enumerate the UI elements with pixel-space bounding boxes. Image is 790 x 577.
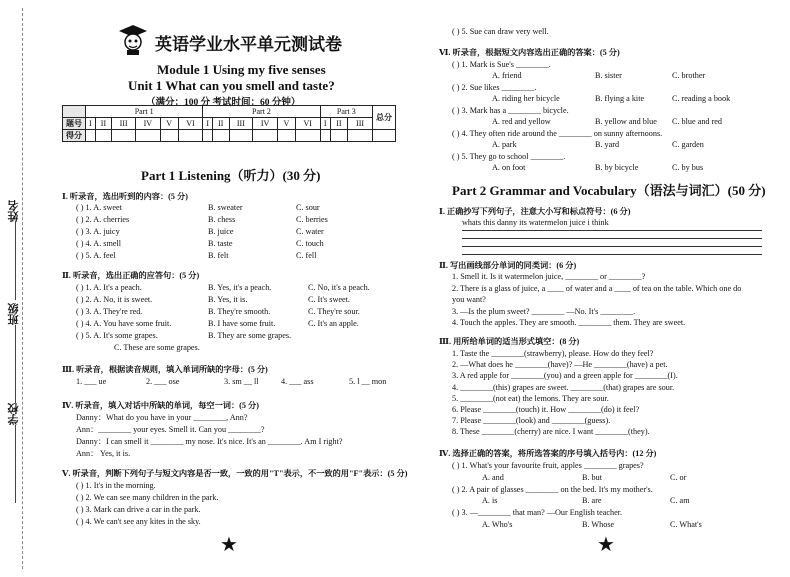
score-row-number-label: 题号 <box>63 118 86 130</box>
score-col: VI <box>178 118 203 130</box>
dialogue-line: Danny：What do you have in your ________, Ann? <box>76 413 248 422</box>
score-cell[interactable] <box>160 130 178 142</box>
grammar-section-4-heading: Ⅳ. 选择正确的答案，将所选答案的序号填入括号内：(12 分) <box>439 449 657 458</box>
score-col: II <box>330 118 347 130</box>
unit-title: Unit 1 What can you smell and taste? <box>128 78 335 93</box>
score-row-label: 得分 <box>63 130 86 142</box>
score-cell[interactable] <box>212 130 229 142</box>
question-stem: ( ) 1. Mark is Sue's ________. <box>452 60 551 69</box>
score-col: I <box>203 118 213 130</box>
score-part3-header: Part 3 <box>320 106 372 118</box>
score-col: VI <box>295 118 320 130</box>
list-item: 8. These ________(cherry) are nice. I want ________(they). <box>452 427 650 437</box>
list-item: ( ) 5. Sue can draw very well. <box>452 27 549 36</box>
writing-line[interactable] <box>462 230 762 231</box>
page-title: 英语学业水平单元测试卷 <box>155 35 342 54</box>
list-item: 3. A red apple for ________(you) and a green apple for ________(I). <box>452 371 678 381</box>
score-cell[interactable] <box>253 130 278 142</box>
score-cell[interactable] <box>86 130 96 142</box>
score-cell[interactable] <box>348 130 373 142</box>
school-label: 学校 <box>8 403 20 425</box>
score-cell[interactable] <box>178 130 203 142</box>
list-item: 4. ________(this) grapes are sweet. ________(that) grapes are sour. <box>452 382 675 392</box>
list-item: 1. ___ ue <box>76 377 107 386</box>
score-total-header: 总分 <box>373 106 396 130</box>
section-5-list <box>76 481 218 529</box>
section-3-items <box>76 377 396 389</box>
score-cell[interactable] <box>135 130 160 142</box>
binding-margin <box>22 8 23 569</box>
grammar-section-3-lines <box>452 349 678 439</box>
score-table <box>62 105 396 142</box>
score-cell[interactable] <box>320 130 330 142</box>
question-options: A. red and yellow B. yellow and blue C. blue and red <box>492 117 723 126</box>
list-item: 5. ________(not eat) the lemons. They are sour. <box>452 393 609 403</box>
class-field[interactable] <box>6 325 16 403</box>
section-2-heading: Ⅱ. 听录音，选出正确的应答句：(5 分) <box>62 271 200 280</box>
grammar-section-3-heading: Ⅲ. 用所给单词的适当形式填空：(8 分) <box>439 337 580 346</box>
mascot-icon <box>118 24 148 56</box>
list-item: 4. ___ ass <box>281 377 314 386</box>
left-star-icon: ★ <box>220 534 238 556</box>
score-col: I <box>86 118 96 130</box>
writing-line[interactable] <box>462 246 762 247</box>
question-stem: ( ) 1. What's your favourite fruit, apples ________ grapes? <box>452 461 644 470</box>
part1-title: Part 1 Listening（听力）(30 分) <box>141 168 321 183</box>
question-stem: ( ) 2. A pair of glasses ________ on the bed. It's my mother's. <box>452 484 653 494</box>
score-cell[interactable] <box>95 130 112 142</box>
score-cell[interactable] <box>373 130 396 142</box>
question-stem: ( ) 3. Mark has a ________ bicycle. <box>452 106 569 115</box>
question-options: A. friend B. sister C. brother <box>492 71 706 80</box>
score-col: III <box>229 118 253 130</box>
question-options: A. on foot B. by bicycle C. by bus <box>492 163 704 172</box>
list-item: 4. Touch the apples. They are smooth. ________ them. They are sweet. <box>452 318 686 327</box>
list-item: you want? <box>452 295 486 304</box>
question-options: A. and B. but C. or <box>482 472 687 482</box>
question-stem: ( ) 4. They often ride around the ________ on sunny afternoons. <box>452 129 663 138</box>
score-cell[interactable] <box>278 130 296 142</box>
list-item: 6. Please ________(touch) it. How ________(do) it feel? <box>452 404 640 414</box>
score-cell[interactable] <box>295 130 320 142</box>
section-5-heading: Ⅴ. 听录音，判断下列句子与短文内容是否一致，一致的用"T"表示，不一致的用"F"表示：(5 分) <box>62 469 408 478</box>
list-item: ( ) 1. It's in the morning. <box>76 481 156 490</box>
list-item: 1. Smell it. Is it watermelon juice, ________ or ________? <box>452 272 646 281</box>
grammar-section-2-lines <box>452 272 741 330</box>
score-col: IV <box>135 118 160 130</box>
question-options: A. Who's B. Whose C. What's <box>482 519 702 529</box>
copy-sentence-text: whats this danny its watermelon juice i think <box>462 218 609 227</box>
score-cell[interactable] <box>330 130 347 142</box>
score-cell[interactable] <box>229 130 253 142</box>
score-cell[interactable] <box>112 130 136 142</box>
section-6-questions <box>452 60 731 175</box>
question-stem: ( ) 5. They go to school ________. <box>452 152 566 161</box>
list-item: 3. sm __ ll <box>224 377 259 386</box>
name-label: 姓名 <box>8 200 20 222</box>
list-item: ( ) 3. Mark can drive a car in the park. <box>76 505 201 514</box>
section-4-heading: Ⅳ. 听录音，填入对话中所缺的单词，每空一词：(5 分) <box>62 401 259 410</box>
section-6-heading: Ⅵ. 听录音，根据短文内容选出正确的答案：(5 分) <box>439 48 620 57</box>
question-options: A. park B. yard C. garden <box>492 140 704 149</box>
section-3-heading: Ⅲ. 听录音，根据读音规则，填入单词所缺的字母：(5 分) <box>62 365 268 374</box>
section-1-heading: Ⅰ. 听录音，选出听到的内容：(5 分) <box>62 192 188 201</box>
grammar-section-2-heading: Ⅱ. 写出画线部分单词的同类词：(6 分) <box>439 261 577 270</box>
score-col: II <box>95 118 112 130</box>
class-label: 班级 <box>8 303 20 325</box>
right-star-icon: ★ <box>597 534 615 556</box>
question-stem: ( ) 2. Sue likes ________. <box>452 83 537 92</box>
dialogue-line: Danny：I can smell it ________ my nose. It's nice. It's an ________. Am I right? <box>76 437 343 446</box>
school-field[interactable] <box>6 425 16 503</box>
list-item: 7. Please ________(look) and ________(guess). <box>452 416 611 426</box>
list-item: 1. Taste the ________(strawberry), please. How do they feel? <box>452 349 654 358</box>
score-col: III <box>112 118 136 130</box>
grammar-section-4-questions <box>452 461 702 532</box>
list-item: ( ) 4. We can't see any kites in the sky. <box>76 517 201 526</box>
score-col: II <box>212 118 229 130</box>
score-part2-header: Part 2 <box>203 106 320 118</box>
section-4-dialogue <box>76 413 343 461</box>
dialogue-line: Ann：________ your eyes. Smell it. Can you ________? <box>76 425 265 434</box>
dialogue-line: Ann： Yes, it is. <box>76 449 131 458</box>
score-col: IV <box>253 118 278 130</box>
score-cell[interactable] <box>203 130 213 142</box>
list-item: 2. There is a glass of juice, a ____ of water and a ____ of tea on the table. Which one do <box>452 283 742 293</box>
question-options: A. is B. are C. am <box>482 496 690 505</box>
part2-title: Part 2 Grammar and Vocabulary（语法与词汇）(50 分) <box>452 183 766 198</box>
name-field[interactable] <box>6 222 16 300</box>
list-item: 5. l __ mon <box>349 377 387 386</box>
list-item: 2. —What does he ________(have)? —He ________(have) a pet. <box>452 360 668 370</box>
score-part1-header: Part 1 <box>86 106 203 118</box>
score-col: III <box>348 118 373 130</box>
score-col: V <box>278 118 296 130</box>
exam-meta: （满分：100 分 考试时间：60 分钟） <box>146 98 301 108</box>
grammar-section-1-heading: Ⅰ. 正确抄写下列句子，注意大小写和标点符号：(6 分) <box>439 207 631 216</box>
question-options: A. riding her bicycle B. flying a kite C. reading a book <box>492 94 731 103</box>
question-stem: ( ) 3. —________ that man? —Our English teacher. <box>452 508 623 517</box>
list-item: ( ) 2. We can see many children in the park. <box>76 493 219 502</box>
module-title: Module 1 Using my five senses <box>157 62 326 77</box>
score-col: I <box>320 118 330 130</box>
score-col: V <box>160 118 178 130</box>
writing-line[interactable] <box>462 254 762 255</box>
list-item: 2. ___ ose <box>146 377 180 386</box>
writing-line[interactable] <box>462 238 762 239</box>
list-item: 3. —Is the plum sweet? ________ —No. It's ________. <box>452 306 636 316</box>
